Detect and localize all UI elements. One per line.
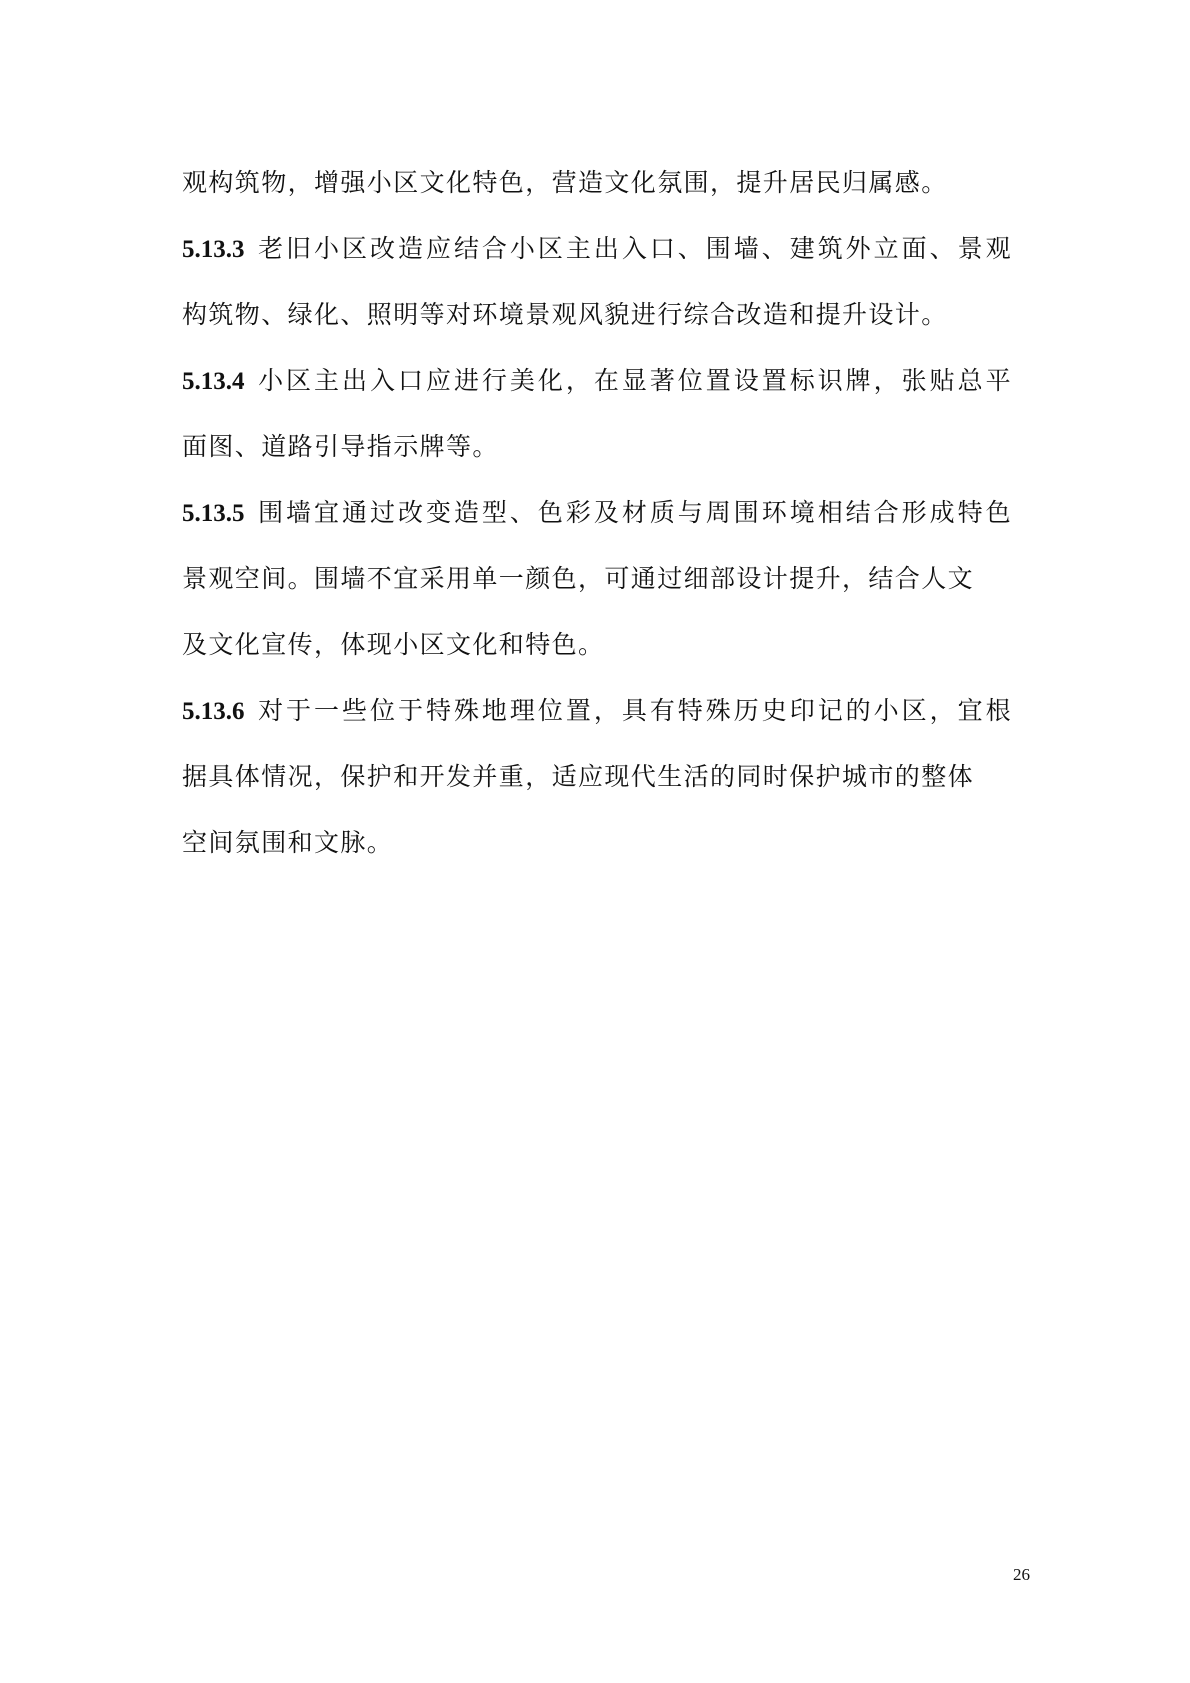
clause-number: 5.13.5 [182, 500, 245, 527]
page-number: 26 [1013, 1565, 1030, 1584]
clause-number: 5.13.3 [182, 236, 245, 263]
clause-text: 空间氛围和文脉。 [182, 828, 394, 857]
paragraph-continuation-line [182, 150, 1012, 216]
clause-5-13-6-line-3 [182, 810, 1012, 876]
body-text [182, 150, 1012, 876]
clause-text: 围墙宜通过改变造型、色彩及材质与周围环境相结合形成特色 [256, 498, 1012, 527]
clause-text: 面图、道路引导指示牌等。 [182, 432, 499, 461]
continuation-text: 观构筑物，增强小区文化特色，营造文化氛围，提升居民归属感。 [182, 168, 948, 197]
clause-text: 小区主出入口应进行美化，在显著位置设置标识牌，张贴总平 [256, 366, 1012, 395]
clause-text: 景观空间。围墙不宜采用单一颜色，可通过细部设计提升，结合人文 [182, 564, 975, 593]
clause-5-13-6-line-1 [182, 678, 1012, 744]
clause-5-13-5-line-3 [182, 612, 1012, 678]
clause-text: 及文化宣传，体现小区文化和特色。 [182, 630, 605, 659]
clause-number: 5.13.4 [182, 368, 245, 395]
clause-text: 构筑物、绿化、照明等对环境景观风貌进行综合改造和提升设计。 [182, 300, 948, 329]
clause-5-13-5-line-2 [182, 546, 1012, 612]
clause-5-13-3-line-2 [182, 282, 1012, 348]
clause-text: 据具体情况，保护和开发并重，适应现代生活的同时保护城市的整体 [182, 762, 975, 791]
clause-text: 老旧小区改造应结合小区主出入口、围墙、建筑外立面、景观 [256, 234, 1012, 263]
clause-number: 5.13.6 [182, 698, 245, 725]
clause-5-13-4-line-2 [182, 414, 1012, 480]
clause-5-13-6-line-2 [182, 744, 1012, 810]
clause-5-13-4-line-1 [182, 348, 1012, 414]
clause-5-13-5-line-1 [182, 480, 1012, 546]
clause-text: 对于一些位于特殊地理位置，具有特殊历史印记的小区，宜根 [256, 696, 1012, 725]
clause-5-13-3-line-1 [182, 216, 1012, 282]
